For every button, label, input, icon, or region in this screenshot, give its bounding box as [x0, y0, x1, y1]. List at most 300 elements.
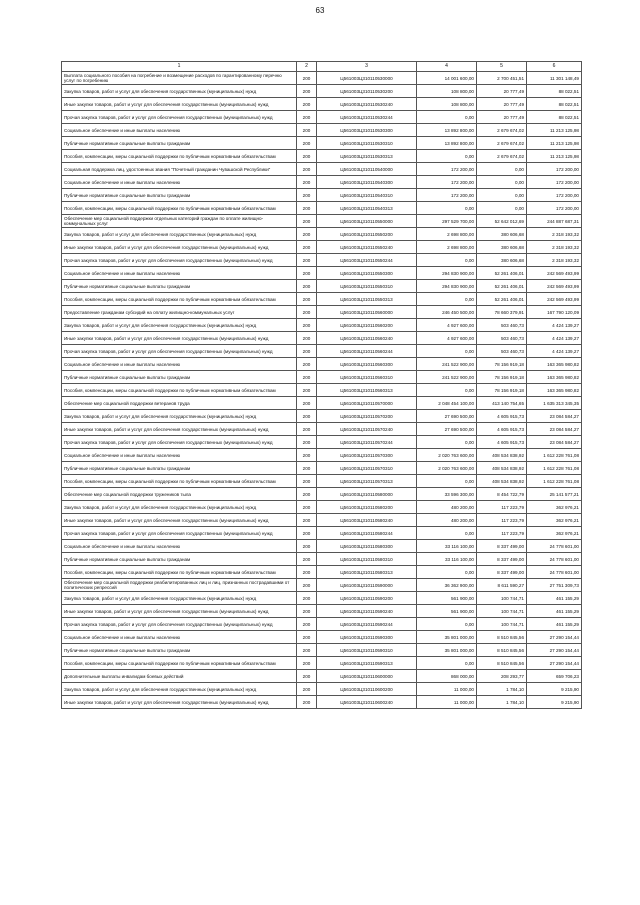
budget-code: Ц561003Ц310110550240 [317, 241, 417, 254]
remaining-amount: 25 141 577,21 [527, 488, 582, 501]
budget-code: Ц561003Ц310110550313 [317, 293, 417, 306]
admin-code: 200 [297, 137, 317, 150]
remaining-amount: 163 365 980,82 [527, 371, 582, 384]
remaining-amount: 23 084 584,27 [527, 410, 582, 423]
admin-code: 200 [297, 475, 317, 488]
approved-amount: 33 116 100,00 [417, 553, 477, 566]
executed-amount: 1 784,10 [477, 683, 527, 696]
executed-amount: 117 223,79 [477, 527, 527, 540]
remaining-amount: 9 215,90 [527, 683, 582, 696]
remaining-amount: 11 213 125,98 [527, 124, 582, 137]
item-name: Дополнительные выплаты инвалидам боевых действий [62, 670, 297, 683]
remaining-amount: 88 022,51 [527, 111, 582, 124]
item-name: Публичные нормативные социальные выплаты гражданам [62, 137, 297, 150]
budget-code: Ц561003Ц310110560200 [317, 319, 417, 332]
item-name: Публичные нормативные социальные выплаты гражданам [62, 644, 297, 657]
table-row [62, 397, 582, 410]
approved-amount: 2 698 800,00 [417, 228, 477, 241]
budget-code: Ц561003Ц310110560244 [317, 345, 417, 358]
page-number: 63 [315, 6, 325, 15]
budget-code: Ц561003Ц310110590244 [317, 618, 417, 631]
admin-code: 200 [297, 527, 317, 540]
executed-amount: 380 606,68 [477, 254, 527, 267]
remaining-amount: 461 155,29 [527, 605, 582, 618]
admin-code: 200 [297, 631, 317, 644]
item-name: Выплата социального пособия на погребение и возмещение расходов по гарантированному перечню услуг по погребению [62, 72, 297, 85]
executed-amount: 52 261 406,01 [477, 280, 527, 293]
approved-amount: 172 200,00 [417, 189, 477, 202]
remaining-amount: 362 976,21 [527, 527, 582, 540]
admin-code: 200 [297, 410, 317, 423]
remaining-amount: 27 290 154,44 [527, 657, 582, 670]
admin-code: 200 [297, 306, 317, 319]
table-row [62, 228, 582, 241]
table-row [62, 683, 582, 696]
item-name: Обеспечение мер социальной поддержки ветеранов труда [62, 397, 297, 410]
budget-code: Ц561003Ц310110590313 [317, 657, 417, 670]
approved-amount: 561 900,00 [417, 592, 477, 605]
table-row [62, 176, 582, 189]
remaining-amount: 2 318 193,32 [527, 254, 582, 267]
item-name: Социальное обеспечение и иные выплаты населению [62, 176, 297, 189]
admin-code: 200 [297, 280, 317, 293]
remaining-amount: 242 569 493,99 [527, 267, 582, 280]
approved-amount: 0,00 [417, 150, 477, 163]
table-row [62, 293, 582, 306]
admin-code: 200 [297, 683, 317, 696]
item-name: Обеспечение мер социальной поддержки отдельных категорий граждан по оплате жилищно-коммунальных услуг [62, 215, 297, 228]
approved-amount: 241 522 900,00 [417, 358, 477, 371]
budget-code: Ц561003Ц310110540310 [317, 189, 417, 202]
approved-amount: 35 801 000,00 [417, 631, 477, 644]
table-row [62, 241, 582, 254]
executed-amount: 100 744,71 [477, 592, 527, 605]
executed-amount: 100 744,71 [477, 618, 527, 631]
remaining-amount: 461 155,29 [527, 618, 582, 631]
remaining-amount: 362 976,21 [527, 514, 582, 527]
budget-code: Ц561003Ц310110530244 [317, 111, 417, 124]
executed-amount: 52 261 406,01 [477, 267, 527, 280]
approved-amount: 868 000,00 [417, 670, 477, 683]
approved-amount: 480 200,00 [417, 514, 477, 527]
item-name: Пособия, компенсации, меры социальной поддержки по публичным нормативным обязательствам [62, 657, 297, 670]
executed-amount: 78 156 919,18 [477, 371, 527, 384]
executed-amount: 0,00 [477, 202, 527, 215]
remaining-amount: 88 022,51 [527, 98, 582, 111]
admin-code: 200 [297, 228, 317, 241]
admin-code: 200 [297, 579, 317, 592]
item-name: Социальное обеспечение и иные выплаты населению [62, 631, 297, 644]
table-row [62, 644, 582, 657]
budget-code: Ц561003Ц310110590300 [317, 631, 417, 644]
column-number-3: 3 [317, 62, 417, 72]
item-name: Социальное обеспечение и иные выплаты населению [62, 124, 297, 137]
approved-amount: 33 116 100,00 [417, 540, 477, 553]
remaining-amount: 4 424 139,27 [527, 332, 582, 345]
table-row [62, 475, 582, 488]
item-name: Социальная поддержка лиц, удостоенных звания "Почетный гражданин Чувашской Республики" [62, 163, 297, 176]
executed-amount: 78 156 919,18 [477, 384, 527, 397]
admin-code: 200 [297, 163, 317, 176]
item-name: Пособия, компенсации, меры социальной поддержки по публичным нормативным обязательствам [62, 566, 297, 579]
item-name: Предоставление гражданам субсидий на оплату жилищно-коммунальных услуг [62, 306, 297, 319]
table-row [62, 254, 582, 267]
executed-amount: 503 460,73 [477, 332, 527, 345]
admin-code: 200 [297, 566, 317, 579]
admin-code: 200 [297, 449, 317, 462]
item-name: Обеспечение мер социальной поддержки тружеников тыла [62, 488, 297, 501]
admin-code: 200 [297, 215, 317, 228]
admin-code: 200 [297, 618, 317, 631]
table-row [62, 423, 582, 436]
budget-code: Ц561003Ц310110530300 [317, 124, 417, 137]
admin-code: 200 [297, 189, 317, 202]
item-name: Закупка товаров, работ и услуг для обеспечения государственных (муниципальных) нужд [62, 228, 297, 241]
budget-code: Ц561003Ц310110550000 [317, 215, 417, 228]
item-name: Пособия, компенсации, меры социальной поддержки по публичным нормативным обязательствам [62, 384, 297, 397]
column-number-2: 2 [297, 62, 317, 72]
column-number-5: 5 [477, 62, 527, 72]
remaining-amount: 4 424 139,27 [527, 319, 582, 332]
executed-amount: 52 261 406,01 [477, 293, 527, 306]
item-name: Прочая закупка товаров, работ и услуг для обеспечения государственных (муниципальных) нужд [62, 345, 297, 358]
remaining-amount: 172 200,00 [527, 189, 582, 202]
remaining-amount: 1 635 313 345,35 [527, 397, 582, 410]
table-row [62, 436, 582, 449]
item-name: Прочая закупка товаров, работ и услуг для обеспечения государственных (муниципальных) нужд [62, 436, 297, 449]
item-name: Обеспечение мер социальной поддержки реабилитированных лиц и лиц, признанных пострадавшими от политических репрессий [62, 579, 297, 592]
admin-code: 200 [297, 72, 317, 85]
table-row [62, 449, 582, 462]
item-name: Иные закупки товаров, работ и услуг для обеспечения государственных (муниципальных) нужд [62, 241, 297, 254]
item-name: Закупка товаров, работ и услуг для обеспечения государственных (муниципальных) нужд [62, 319, 297, 332]
executed-amount: 2 679 674,02 [477, 137, 527, 150]
table-row [62, 488, 582, 501]
admin-code: 200 [297, 150, 317, 163]
remaining-amount: 4 424 139,27 [527, 345, 582, 358]
admin-code: 200 [297, 592, 317, 605]
budget-code: Ц561003Ц310110590200 [317, 592, 417, 605]
budget-code: Ц561003Ц310110530313 [317, 150, 417, 163]
approved-amount: 241 522 900,00 [417, 371, 477, 384]
approved-amount: 0,00 [417, 384, 477, 397]
approved-amount: 4 927 600,00 [417, 319, 477, 332]
budget-code: Ц561003Ц310110530200 [317, 85, 417, 98]
table-row [62, 540, 582, 553]
remaining-amount: 172 200,00 [527, 176, 582, 189]
approved-amount: 2 698 800,00 [417, 241, 477, 254]
table-row [62, 618, 582, 631]
admin-code: 200 [297, 293, 317, 306]
admin-code: 200 [297, 540, 317, 553]
table-row [62, 72, 582, 85]
admin-code: 200 [297, 98, 317, 111]
item-name: Прочая закупка товаров, работ и услуг для обеспечения государственных (муниципальных) нужд [62, 527, 297, 540]
item-name: Закупка товаров, работ и услуг для обеспечения государственных (муниципальных) нужд [62, 683, 297, 696]
budget-code: Ц561003Ц310110600000 [317, 670, 417, 683]
budget-code: Ц561003Ц310110580300 [317, 540, 417, 553]
approved-amount: 0,00 [417, 202, 477, 215]
budget-code: Ц561003Ц310110590000 [317, 579, 417, 592]
executed-amount: 117 223,79 [477, 501, 527, 514]
budget-code: Ц561003Ц310110570300 [317, 449, 417, 462]
table-row [62, 332, 582, 345]
admin-code: 200 [297, 605, 317, 618]
approved-amount: 108 800,00 [417, 98, 477, 111]
approved-amount: 2 020 763 600,00 [417, 449, 477, 462]
executed-amount: 78 156 919,18 [477, 358, 527, 371]
approved-amount: 35 801 000,00 [417, 644, 477, 657]
approved-amount: 11 000,00 [417, 696, 477, 709]
executed-amount: 78 660 379,91 [477, 306, 527, 319]
admin-code: 200 [297, 657, 317, 670]
budget-code: Ц561003Ц310110570200 [317, 410, 417, 423]
table-row [62, 371, 582, 384]
budget-code: Ц561003Ц310110570313 [317, 475, 417, 488]
remaining-amount: 23 084 584,27 [527, 423, 582, 436]
remaining-amount: 172 200,00 [527, 202, 582, 215]
admin-code: 200 [297, 670, 317, 683]
remaining-amount: 244 887 687,31 [527, 215, 582, 228]
remaining-amount: 24 778 601,00 [527, 553, 582, 566]
item-name: Закупка товаров, работ и услуг для обеспечения государственных (муниципальных) нужд [62, 592, 297, 605]
item-name: Закупка товаров, работ и услуг для обеспечения государственных (муниципальных) нужд [62, 501, 297, 514]
admin-code: 200 [297, 423, 317, 436]
approved-amount: 0,00 [417, 618, 477, 631]
admin-code: 200 [297, 644, 317, 657]
executed-amount: 20 777,49 [477, 98, 527, 111]
approved-amount: 108 800,00 [417, 85, 477, 98]
executed-amount: 20 777,49 [477, 85, 527, 98]
admin-code: 200 [297, 111, 317, 124]
executed-amount: 408 534 838,92 [477, 475, 527, 488]
budget-code: Ц561003Ц310110590310 [317, 644, 417, 657]
remaining-amount: 1 612 228 761,08 [527, 462, 582, 475]
table-row [62, 267, 582, 280]
table-row [62, 215, 582, 228]
executed-amount: 8 510 845,56 [477, 644, 527, 657]
remaining-amount: 2 318 193,32 [527, 228, 582, 241]
executed-amount: 100 744,71 [477, 605, 527, 618]
table-row [62, 670, 582, 683]
approved-amount: 11 000,00 [417, 683, 477, 696]
budget-code: Ц561003Ц310110550200 [317, 228, 417, 241]
remaining-amount: 11 213 125,98 [527, 150, 582, 163]
budget-code: Ц561003Ц310110540313 [317, 202, 417, 215]
budget-code: Ц561003Ц310110580200 [317, 501, 417, 514]
executed-amount: 4 605 915,73 [477, 436, 527, 449]
remaining-amount: 11 213 125,98 [527, 137, 582, 150]
table-row [62, 631, 582, 644]
admin-code: 200 [297, 319, 317, 332]
budget-code: Ц561003Ц310110570310 [317, 462, 417, 475]
admin-code: 200 [297, 488, 317, 501]
table-row [62, 319, 582, 332]
executed-amount: 2 679 674,02 [477, 124, 527, 137]
remaining-amount: 1 612 228 761,08 [527, 449, 582, 462]
admin-code: 200 [297, 254, 317, 267]
table-row [62, 202, 582, 215]
executed-amount: 52 642 012,69 [477, 215, 527, 228]
table-row [62, 592, 582, 605]
remaining-amount: 461 155,29 [527, 592, 582, 605]
admin-code: 200 [297, 358, 317, 371]
remaining-amount: 172 200,00 [527, 163, 582, 176]
remaining-amount: 27 290 154,44 [527, 631, 582, 644]
budget-code: Ц561003Ц310110580240 [317, 514, 417, 527]
admin-code: 200 [297, 267, 317, 280]
executed-amount: 8 510 845,56 [477, 657, 527, 670]
item-name: Прочая закупка товаров, работ и услуг для обеспечения государственных (муниципальных) нужд [62, 618, 297, 631]
budget-code: Ц561003Ц310110560310 [317, 371, 417, 384]
executed-amount: 8 337 499,00 [477, 553, 527, 566]
executed-amount: 8 510 845,56 [477, 631, 527, 644]
budget-code: Ц561003Ц310110540000 [317, 163, 417, 176]
item-name: Иные закупки товаров, работ и услуг для обеспечения государственных (муниципальных) нужд [62, 423, 297, 436]
admin-code: 200 [297, 241, 317, 254]
item-name: Иные закупки товаров, работ и услуг для обеспечения государственных (муниципальных) нужд [62, 605, 297, 618]
admin-code: 200 [297, 696, 317, 709]
executed-amount: 4 605 915,73 [477, 423, 527, 436]
approved-amount: 0,00 [417, 254, 477, 267]
budget-code: Ц561003Ц310110560000 [317, 306, 417, 319]
approved-amount: 0,00 [417, 566, 477, 579]
admin-code: 200 [297, 501, 317, 514]
approved-amount: 33 596 300,00 [417, 488, 477, 501]
table-row [62, 150, 582, 163]
approved-amount: 0,00 [417, 657, 477, 670]
approved-amount: 0,00 [417, 111, 477, 124]
remaining-amount: 163 365 980,82 [527, 384, 582, 397]
budget-code: Ц561003Ц310110560240 [317, 332, 417, 345]
executed-amount: 20 777,49 [477, 111, 527, 124]
remaining-amount: 659 706,23 [527, 670, 582, 683]
approved-amount: 294 830 900,00 [417, 267, 477, 280]
approved-amount: 561 900,00 [417, 605, 477, 618]
column-number-4: 4 [417, 62, 477, 72]
remaining-amount: 88 022,51 [527, 85, 582, 98]
remaining-amount: 27 751 309,73 [527, 579, 582, 592]
item-name: Закупка товаров, работ и услуг для обеспечения государственных (муниципальных) нужд [62, 85, 297, 98]
remaining-amount: 1 612 228 761,08 [527, 475, 582, 488]
executed-amount: 208 293,77 [477, 670, 527, 683]
table-row [62, 514, 582, 527]
budget-code: Ц561003Ц310110580000 [317, 488, 417, 501]
column-number-1: 1 [62, 62, 297, 72]
executed-amount: 408 534 838,92 [477, 462, 527, 475]
executed-amount: 8 454 722,79 [477, 488, 527, 501]
table-row [62, 358, 582, 371]
remaining-amount: 9 215,90 [527, 696, 582, 709]
item-name: Публичные нормативные социальные выплаты гражданам [62, 553, 297, 566]
approved-amount: 36 362 900,00 [417, 579, 477, 592]
budget-code: Ц561003Ц310110580310 [317, 553, 417, 566]
admin-code: 200 [297, 436, 317, 449]
item-name: Социальное обеспечение и иные выплаты населению [62, 449, 297, 462]
remaining-amount: 242 569 493,99 [527, 293, 582, 306]
budget-code: Ц561003Ц310110560313 [317, 384, 417, 397]
table-row [62, 384, 582, 397]
approved-amount: 246 450 500,00 [417, 306, 477, 319]
budget-code: Ц561003Ц310110600200 [317, 683, 417, 696]
table-row [62, 111, 582, 124]
admin-code: 200 [297, 345, 317, 358]
admin-code: 200 [297, 124, 317, 137]
remaining-amount: 362 976,21 [527, 501, 582, 514]
item-name: Публичные нормативные социальные выплаты гражданам [62, 280, 297, 293]
budget-code: Ц561003Ц310110550244 [317, 254, 417, 267]
item-name: Прочая закупка товаров, работ и услуг для обеспечения государственных (муниципальных) нужд [62, 111, 297, 124]
item-name: Социальное обеспечение и иные выплаты населению [62, 267, 297, 280]
remaining-amount: 242 569 493,99 [527, 280, 582, 293]
item-name: Публичные нормативные социальные выплаты гражданам [62, 462, 297, 475]
executed-amount: 4 605 915,73 [477, 410, 527, 423]
executed-amount: 2 679 674,02 [477, 150, 527, 163]
budget-code: Ц561003Ц310110570244 [317, 436, 417, 449]
admin-code: 200 [297, 176, 317, 189]
table-row [62, 553, 582, 566]
executed-amount: 0,00 [477, 163, 527, 176]
executed-amount: 8 337 499,00 [477, 540, 527, 553]
budget-execution-table [61, 61, 582, 709]
item-name: Пособия, компенсации, меры социальной поддержки по публичным нормативным обязательствам [62, 150, 297, 163]
table-row [62, 306, 582, 319]
approved-amount: 13 892 800,00 [417, 137, 477, 150]
item-name: Иные закупки товаров, работ и услуг для обеспечения государственных (муниципальных) нужд [62, 696, 297, 709]
budget-code: Ц561003Ц310110580244 [317, 527, 417, 540]
executed-amount: 413 140 754,65 [477, 397, 527, 410]
remaining-amount: 24 778 601,00 [527, 566, 582, 579]
budget-code: Ц561003Ц310110570000 [317, 397, 417, 410]
approved-amount: 0,00 [417, 527, 477, 540]
approved-amount: 0,00 [417, 475, 477, 488]
budget-code: Ц561003Ц310110530240 [317, 98, 417, 111]
item-name: Пособия, компенсации, меры социальной поддержки по публичным нормативным обязательствам [62, 475, 297, 488]
admin-code: 200 [297, 332, 317, 345]
remaining-amount: 27 290 154,44 [527, 644, 582, 657]
approved-amount: 2 048 454 100,00 [417, 397, 477, 410]
executed-amount: 503 460,73 [477, 319, 527, 332]
budget-code: Ц561003Ц310110550310 [317, 280, 417, 293]
table-row [62, 189, 582, 202]
table-row [62, 137, 582, 150]
item-name: Прочая закупка товаров, работ и услуг для обеспечения государственных (муниципальных) нужд [62, 254, 297, 267]
budget-code: Ц561003Ц310110540300 [317, 176, 417, 189]
approved-amount: 294 830 900,00 [417, 280, 477, 293]
executed-amount: 408 534 838,92 [477, 449, 527, 462]
remaining-amount: 24 778 601,00 [527, 540, 582, 553]
budget-code: Ц561003Ц310110530310 [317, 137, 417, 150]
approved-amount: 297 529 700,00 [417, 215, 477, 228]
table-row [62, 657, 582, 670]
item-name: Публичные нормативные социальные выплаты гражданам [62, 189, 297, 202]
admin-code: 200 [297, 462, 317, 475]
table-row [62, 462, 582, 475]
approved-amount: 0,00 [417, 345, 477, 358]
budget-code: Ц561003Ц310110570240 [317, 423, 417, 436]
approved-amount: 27 690 500,00 [417, 423, 477, 436]
approved-amount: 0,00 [417, 293, 477, 306]
approved-amount: 27 690 500,00 [417, 410, 477, 423]
budget-code: Ц561003Ц310110600240 [317, 696, 417, 709]
item-name: Пособия, компенсации, меры социальной поддержки по публичным нормативным обязательствам [62, 202, 297, 215]
column-number-6: 6 [527, 62, 582, 72]
table-row [62, 280, 582, 293]
table-row [62, 566, 582, 579]
item-name: Публичные нормативные социальные выплаты гражданам [62, 371, 297, 384]
executed-amount: 503 460,73 [477, 345, 527, 358]
table-row [62, 124, 582, 137]
